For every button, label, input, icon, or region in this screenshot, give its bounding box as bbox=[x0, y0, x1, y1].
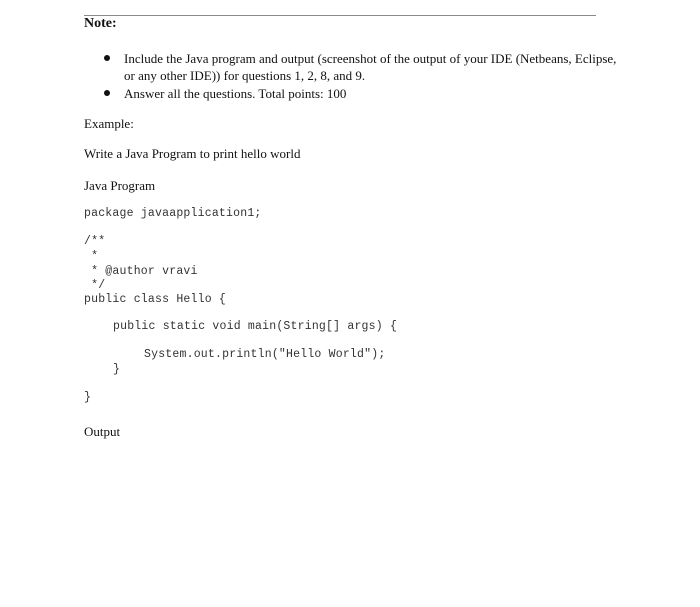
code-line-comment-star: * bbox=[84, 250, 99, 263]
note-bullet-list bbox=[104, 50, 624, 103]
note-bullet-1-text: Include the Java program and output (screenshot of the output of your IDE (Netbeans, Eclipse, or any other IDE)) for questions 1, 2, 8, and 9. bbox=[124, 51, 617, 83]
java-program-label: Java Program bbox=[84, 178, 156, 193]
example-task: Write a Java Program to print hello world bbox=[84, 146, 301, 161]
bullet-icon bbox=[104, 90, 110, 96]
note-bullet-2 bbox=[104, 85, 624, 102]
note-bullet-2-text: Answer all the questions. Total points: 100 bbox=[124, 86, 347, 101]
code-line-comment-open: /** bbox=[84, 235, 106, 248]
code-line-println: System.out.println("Hello World"); bbox=[144, 348, 386, 361]
code-line-package: package javaapplication1; bbox=[84, 207, 262, 220]
code-line-author: * @author vravi bbox=[84, 265, 198, 278]
note-bullet-1 bbox=[104, 50, 624, 84]
example-label: Example: bbox=[84, 116, 134, 131]
code-line-main-decl: public static void main(String[] args) { bbox=[113, 320, 398, 333]
output-label: Output bbox=[84, 424, 121, 439]
bullet-icon bbox=[104, 55, 110, 61]
top-rule bbox=[84, 15, 596, 16]
code-line-main-close: } bbox=[113, 363, 121, 376]
code-line-class-close: } bbox=[84, 391, 92, 404]
code-line-class-decl: public class Hello { bbox=[84, 293, 227, 306]
note-heading: Note: bbox=[84, 16, 117, 31]
code-line-comment-close: */ bbox=[84, 279, 106, 292]
